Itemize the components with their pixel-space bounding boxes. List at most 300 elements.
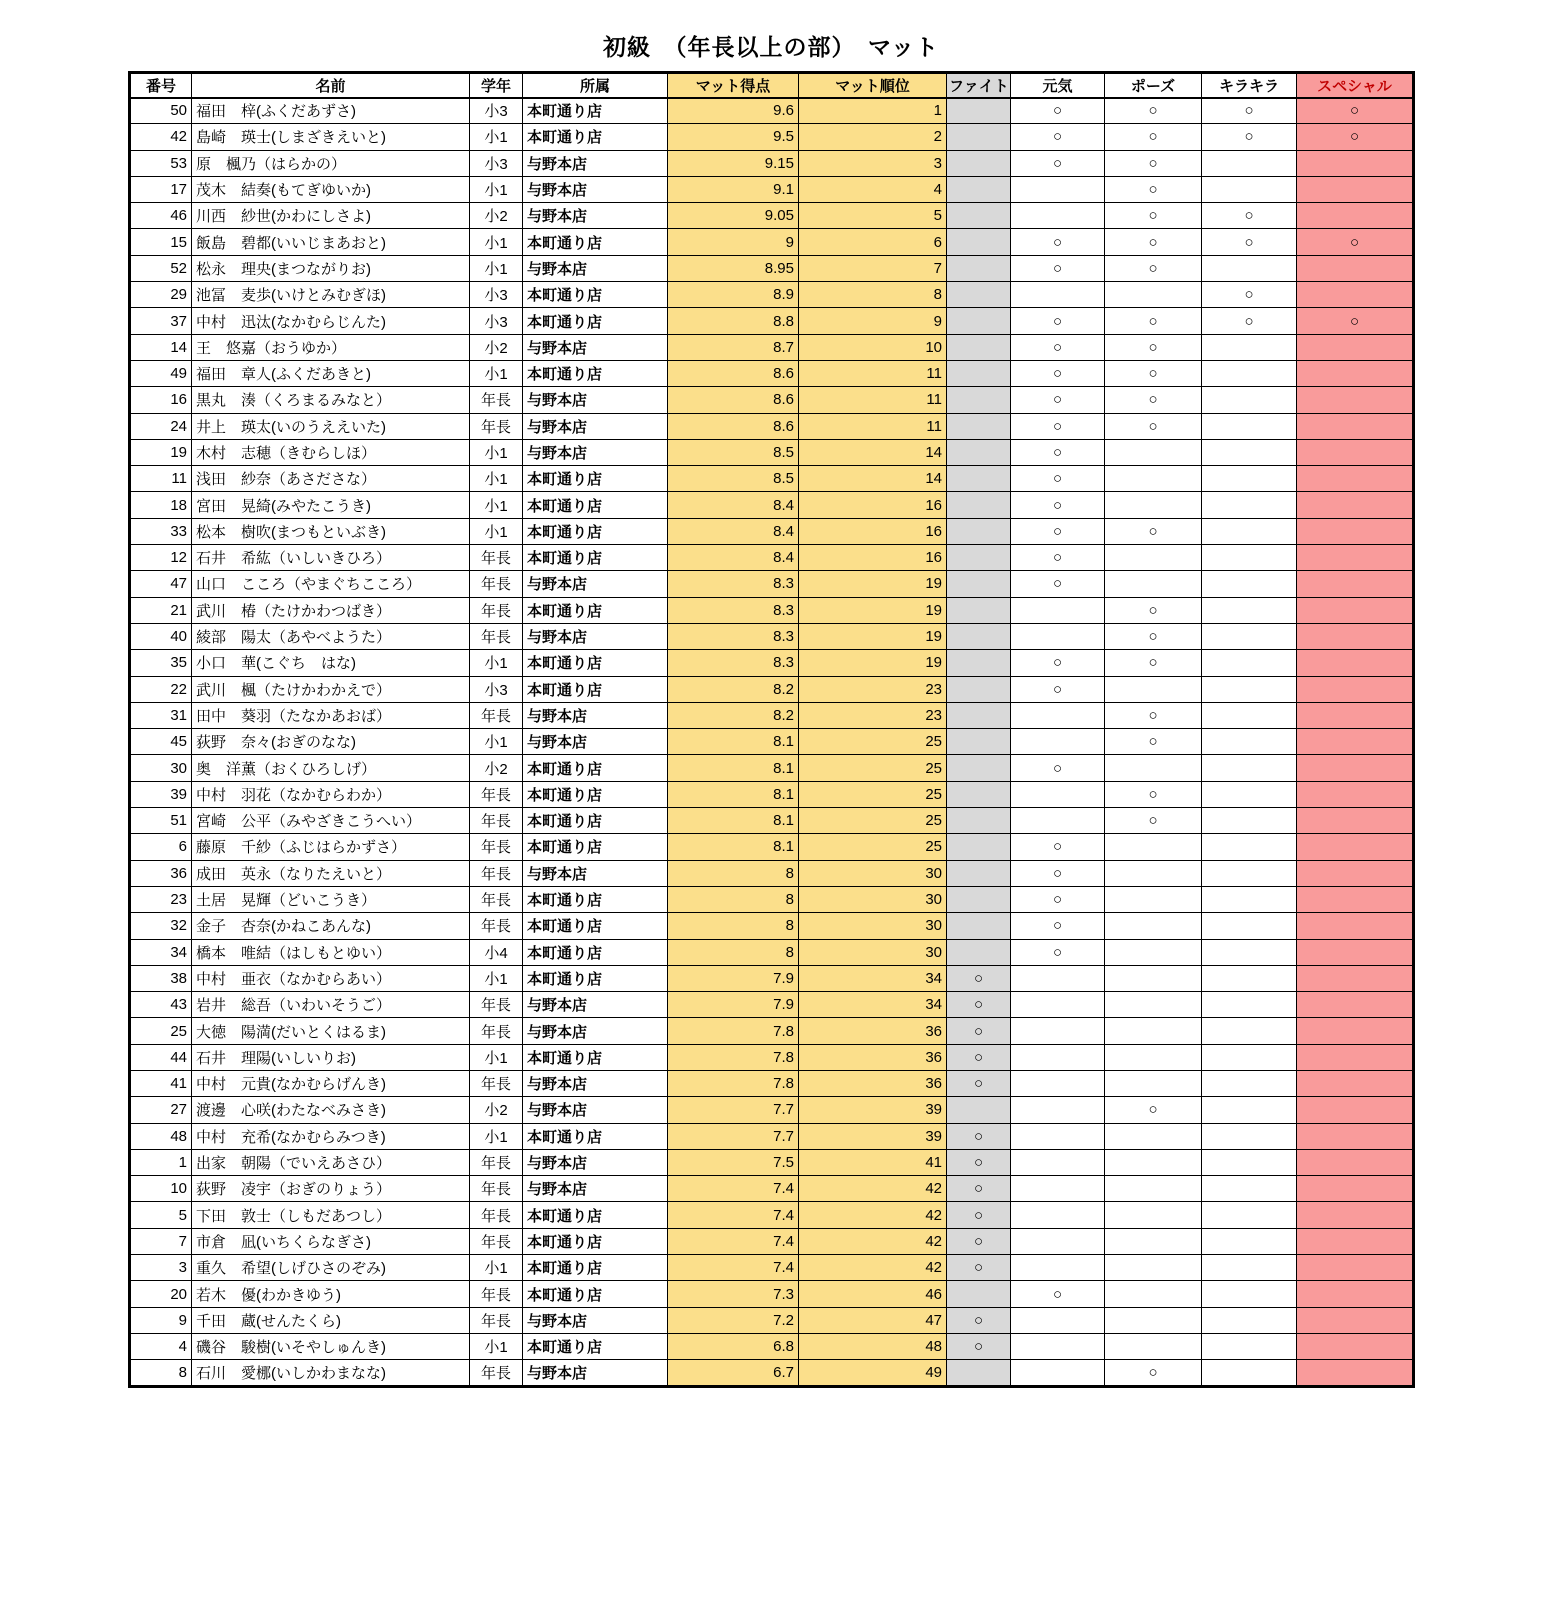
table-row — [130, 229, 1414, 255]
cell-score: 8.6 — [668, 387, 799, 413]
cell-name: 中村 充希(なかむらみつき) — [192, 1123, 470, 1149]
cell-grade: 小1 — [470, 1255, 523, 1281]
cell-name: 浅田 紗奈（あさださな） — [192, 466, 470, 492]
cell-fight — [947, 755, 1011, 781]
cell-score: 8.3 — [668, 571, 799, 597]
cell-rank: 14 — [799, 439, 947, 465]
cell-fight: ○ — [947, 965, 1011, 991]
cell-pose — [1105, 282, 1202, 308]
cell-special — [1297, 1360, 1414, 1386]
cell-kira — [1202, 545, 1297, 571]
table-row — [130, 98, 1414, 124]
cell-num: 36 — [130, 860, 192, 886]
cell-name: 武川 椿（たけかわつばき） — [192, 597, 470, 623]
cell-num: 14 — [130, 334, 192, 360]
cell-score: 8.7 — [668, 334, 799, 360]
cell-special — [1297, 1149, 1414, 1175]
cell-num: 3 — [130, 1255, 192, 1281]
cell-kira: ○ — [1202, 229, 1297, 255]
header-row — [130, 73, 1414, 98]
cell-num: 48 — [130, 1123, 192, 1149]
cell-name: 松永 理央(まつながりお) — [192, 255, 470, 281]
cell-name: 田中 葵羽（たなかあおば） — [192, 702, 470, 728]
cell-genki — [1011, 1097, 1105, 1123]
cell-pose: ○ — [1105, 255, 1202, 281]
cell-fight: ○ — [947, 1202, 1011, 1228]
cell-store: 与野本店 — [523, 387, 668, 413]
cell-rank: 19 — [799, 623, 947, 649]
cell-num: 21 — [130, 597, 192, 623]
cell-name: 宮田 晃綺(みやたこうき) — [192, 492, 470, 518]
cell-genki — [1011, 808, 1105, 834]
cell-rank: 30 — [799, 860, 947, 886]
cell-pose: ○ — [1105, 334, 1202, 360]
cell-num: 8 — [130, 1360, 192, 1386]
cell-score: 8.4 — [668, 492, 799, 518]
cell-rank: 34 — [799, 965, 947, 991]
cell-grade: 小1 — [470, 255, 523, 281]
cell-store: 与野本店 — [523, 334, 668, 360]
cell-grade: 小1 — [470, 360, 523, 386]
cell-kira — [1202, 992, 1297, 1018]
cell-score: 8.1 — [668, 808, 799, 834]
cell-name: 原 楓乃（はらかの） — [192, 150, 470, 176]
cell-rank: 16 — [799, 518, 947, 544]
cell-name: 中村 羽花（なかむらわか） — [192, 781, 470, 807]
column-header-pose: ポーズ — [1105, 73, 1202, 98]
cell-rank: 11 — [799, 360, 947, 386]
cell-special — [1297, 150, 1414, 176]
cell-num: 10 — [130, 1176, 192, 1202]
cell-name: 成田 英永（なりたえいと） — [192, 860, 470, 886]
cell-store: 本町通り店 — [523, 1044, 668, 1070]
cell-special — [1297, 1307, 1414, 1333]
cell-genki: ○ — [1011, 939, 1105, 965]
cell-rank: 2 — [799, 124, 947, 150]
cell-pose — [1105, 1149, 1202, 1175]
cell-pose — [1105, 939, 1202, 965]
cell-genki: ○ — [1011, 229, 1105, 255]
cell-score: 9.1 — [668, 176, 799, 202]
cell-score: 8.2 — [668, 676, 799, 702]
cell-pose — [1105, 1070, 1202, 1096]
cell-name: 中村 迅汰(なかむらじんた) — [192, 308, 470, 334]
cell-score: 7.4 — [668, 1202, 799, 1228]
cell-special — [1297, 413, 1414, 439]
cell-fight — [947, 939, 1011, 965]
cell-pose — [1105, 1281, 1202, 1307]
cell-store: 本町通り店 — [523, 913, 668, 939]
cell-grade: 小1 — [470, 650, 523, 676]
table-row — [130, 466, 1414, 492]
table-row — [130, 1307, 1414, 1333]
cell-rank: 7 — [799, 255, 947, 281]
cell-store: 本町通り店 — [523, 98, 668, 124]
cell-pose: ○ — [1105, 176, 1202, 202]
cell-rank: 1 — [799, 98, 947, 124]
cell-score: 7.2 — [668, 1307, 799, 1333]
sheet-page — [128, 0, 1414, 1388]
cell-fight — [947, 255, 1011, 281]
cell-kira — [1202, 1018, 1297, 1044]
cell-special — [1297, 834, 1414, 860]
cell-grade: 年長 — [470, 1070, 523, 1096]
cell-kira — [1202, 518, 1297, 544]
cell-fight — [947, 650, 1011, 676]
cell-genki: ○ — [1011, 545, 1105, 571]
cell-kira — [1202, 1255, 1297, 1281]
cell-name: 石井 希紘（いしいきひろ） — [192, 545, 470, 571]
cell-rank: 16 — [799, 545, 947, 571]
table-row — [130, 203, 1414, 229]
cell-num: 46 — [130, 203, 192, 229]
cell-pose — [1105, 992, 1202, 1018]
cell-genki: ○ — [1011, 150, 1105, 176]
cell-name: 山口 こころ（やまぐちこころ） — [192, 571, 470, 597]
table-row — [130, 781, 1414, 807]
cell-rank: 25 — [799, 755, 947, 781]
cell-grade: 年長 — [470, 1176, 523, 1202]
cell-name: 下田 敦士（しもだあつし） — [192, 1202, 470, 1228]
cell-rank: 30 — [799, 886, 947, 912]
cell-store: 本町通り店 — [523, 1281, 668, 1307]
cell-grade: 年長 — [470, 860, 523, 886]
cell-name: 奥 洋薫（おくひろしげ） — [192, 755, 470, 781]
cell-fight — [947, 229, 1011, 255]
cell-special — [1297, 702, 1414, 728]
cell-pose: ○ — [1105, 387, 1202, 413]
cell-num: 17 — [130, 176, 192, 202]
cell-score: 9.05 — [668, 203, 799, 229]
cell-num: 33 — [130, 518, 192, 544]
cell-fight: ○ — [947, 1255, 1011, 1281]
cell-rank: 36 — [799, 1070, 947, 1096]
table-row — [130, 1097, 1414, 1123]
cell-num: 9 — [130, 1307, 192, 1333]
cell-score: 7.3 — [668, 1281, 799, 1307]
cell-name: 市倉 凪(いちくらなぎさ) — [192, 1228, 470, 1254]
cell-genki: ○ — [1011, 387, 1105, 413]
cell-grade: 小4 — [470, 939, 523, 965]
cell-name: 岩井 総吾（いわいそうご） — [192, 992, 470, 1018]
cell-pose: ○ — [1105, 729, 1202, 755]
cell-score: 8 — [668, 913, 799, 939]
cell-score: 9.15 — [668, 150, 799, 176]
cell-score: 8.1 — [668, 781, 799, 807]
cell-rank: 36 — [799, 1018, 947, 1044]
cell-special — [1297, 176, 1414, 202]
cell-grade: 年長 — [470, 1360, 523, 1386]
cell-special — [1297, 1097, 1414, 1123]
cell-score: 8.8 — [668, 308, 799, 334]
cell-score: 6.8 — [668, 1333, 799, 1359]
cell-fight: ○ — [947, 992, 1011, 1018]
cell-rank: 25 — [799, 808, 947, 834]
cell-fight — [947, 571, 1011, 597]
cell-genki: ○ — [1011, 886, 1105, 912]
column-header-genki: 元気 — [1011, 73, 1105, 98]
cell-special — [1297, 1202, 1414, 1228]
cell-kira — [1202, 1176, 1297, 1202]
cell-genki — [1011, 781, 1105, 807]
cell-num: 41 — [130, 1070, 192, 1096]
cell-store: 与野本店 — [523, 150, 668, 176]
cell-num: 18 — [130, 492, 192, 518]
cell-pose: ○ — [1105, 650, 1202, 676]
cell-score: 8.3 — [668, 650, 799, 676]
cell-fight — [947, 203, 1011, 229]
cell-name: 石川 愛梛(いしかわまなな) — [192, 1360, 470, 1386]
cell-num: 43 — [130, 992, 192, 1018]
cell-fight: ○ — [947, 1070, 1011, 1096]
cell-pose — [1105, 439, 1202, 465]
cell-name: 松本 樹吹(まつもといぶき) — [192, 518, 470, 544]
cell-grade: 小1 — [470, 176, 523, 202]
cell-special — [1297, 650, 1414, 676]
cell-special — [1297, 1018, 1414, 1044]
cell-pose: ○ — [1105, 124, 1202, 150]
cell-fight — [947, 623, 1011, 649]
cell-special — [1297, 1044, 1414, 1070]
cell-grade: 年長 — [470, 1202, 523, 1228]
page-title: 初級 （年長以上の部） マット — [602, 34, 940, 60]
cell-fight: ○ — [947, 1307, 1011, 1333]
cell-num: 32 — [130, 913, 192, 939]
cell-name: 飯島 碧都(いいじまあおと) — [192, 229, 470, 255]
cell-name: 橋本 唯結（はしもとゆい） — [192, 939, 470, 965]
cell-grade: 小3 — [470, 308, 523, 334]
cell-rank: 19 — [799, 597, 947, 623]
column-header-special: スペシャル — [1297, 73, 1414, 98]
cell-name: 池冨 麦歩(いけとみむぎほ) — [192, 282, 470, 308]
cell-kira — [1202, 360, 1297, 386]
table-row — [130, 1018, 1414, 1044]
cell-score: 7.9 — [668, 965, 799, 991]
cell-score: 8.5 — [668, 439, 799, 465]
cell-fight — [947, 1281, 1011, 1307]
cell-fight: ○ — [947, 1333, 1011, 1359]
cell-genki: ○ — [1011, 124, 1105, 150]
cell-name: 金子 杏奈(かねこあんな) — [192, 913, 470, 939]
cell-special — [1297, 623, 1414, 649]
table-row — [130, 1255, 1414, 1281]
table-row — [130, 413, 1414, 439]
column-header-num: 番号 — [130, 73, 192, 98]
cell-genki — [1011, 965, 1105, 991]
cell-fight — [947, 545, 1011, 571]
cell-store: 与野本店 — [523, 255, 668, 281]
cell-store: 本町通り店 — [523, 650, 668, 676]
cell-store: 与野本店 — [523, 439, 668, 465]
cell-store: 本町通り店 — [523, 965, 668, 991]
cell-rank: 39 — [799, 1123, 947, 1149]
cell-special — [1297, 1070, 1414, 1096]
cell-store: 与野本店 — [523, 203, 668, 229]
cell-score: 7.9 — [668, 992, 799, 1018]
column-header-name: 名前 — [192, 73, 470, 98]
cell-rank: 11 — [799, 387, 947, 413]
cell-fight — [947, 176, 1011, 202]
cell-kira — [1202, 965, 1297, 991]
cell-genki: ○ — [1011, 308, 1105, 334]
cell-num: 22 — [130, 676, 192, 702]
cell-num: 6 — [130, 834, 192, 860]
cell-genki: ○ — [1011, 360, 1105, 386]
table-row — [130, 1228, 1414, 1254]
table-row — [130, 518, 1414, 544]
cell-score: 8.3 — [668, 623, 799, 649]
table-row — [130, 755, 1414, 781]
table-row — [130, 545, 1414, 571]
cell-store: 与野本店 — [523, 860, 668, 886]
cell-score: 7.8 — [668, 1018, 799, 1044]
cell-pose — [1105, 755, 1202, 781]
cell-name: 小口 華(こぐち はな) — [192, 650, 470, 676]
cell-name: 川西 紗世(かわにしさよ) — [192, 203, 470, 229]
cell-pose — [1105, 492, 1202, 518]
cell-special — [1297, 203, 1414, 229]
cell-num: 29 — [130, 282, 192, 308]
cell-name: 渡邊 心咲(わたなべみさき) — [192, 1097, 470, 1123]
cell-pose: ○ — [1105, 518, 1202, 544]
cell-store: 本町通り店 — [523, 1255, 668, 1281]
cell-num: 4 — [130, 1333, 192, 1359]
table-row — [130, 571, 1414, 597]
cell-pose — [1105, 1176, 1202, 1202]
cell-special — [1297, 729, 1414, 755]
cell-kira — [1202, 1360, 1297, 1386]
cell-store: 本町通り店 — [523, 886, 668, 912]
cell-score: 7.4 — [668, 1176, 799, 1202]
cell-num: 24 — [130, 413, 192, 439]
cell-grade: 年長 — [470, 702, 523, 728]
cell-rank: 19 — [799, 650, 947, 676]
cell-pose — [1105, 1202, 1202, 1228]
cell-store: 与野本店 — [523, 1360, 668, 1386]
cell-pose — [1105, 913, 1202, 939]
cell-pose — [1105, 1228, 1202, 1254]
cell-pose: ○ — [1105, 623, 1202, 649]
column-header-kira: キラキラ — [1202, 73, 1297, 98]
cell-grade: 小1 — [470, 466, 523, 492]
cell-kira: ○ — [1202, 308, 1297, 334]
cell-special — [1297, 1333, 1414, 1359]
cell-genki: ○ — [1011, 255, 1105, 281]
cell-rank: 46 — [799, 1281, 947, 1307]
cell-store: 本町通り店 — [523, 545, 668, 571]
cell-num: 35 — [130, 650, 192, 676]
cell-grade: 小1 — [470, 124, 523, 150]
cell-kira — [1202, 150, 1297, 176]
cell-genki — [1011, 1176, 1105, 1202]
cell-grade: 小1 — [470, 1123, 523, 1149]
cell-rank: 3 — [799, 150, 947, 176]
cell-score: 8.4 — [668, 518, 799, 544]
table-header — [130, 73, 1414, 98]
cell-fight: ○ — [947, 1018, 1011, 1044]
table-row — [130, 939, 1414, 965]
cell-special — [1297, 676, 1414, 702]
table-row — [130, 308, 1414, 334]
cell-kira — [1202, 1097, 1297, 1123]
cell-kira — [1202, 466, 1297, 492]
cell-rank: 14 — [799, 466, 947, 492]
table-row — [130, 334, 1414, 360]
cell-num: 38 — [130, 965, 192, 991]
table-body — [130, 98, 1414, 1387]
column-header-fight: ファイト — [947, 73, 1011, 98]
cell-num: 12 — [130, 545, 192, 571]
cell-genki: ○ — [1011, 466, 1105, 492]
cell-num: 5 — [130, 1202, 192, 1228]
cell-rank: 25 — [799, 834, 947, 860]
cell-num: 11 — [130, 466, 192, 492]
cell-special — [1297, 571, 1414, 597]
cell-pose: ○ — [1105, 781, 1202, 807]
cell-kira — [1202, 1281, 1297, 1307]
cell-genki — [1011, 623, 1105, 649]
cell-kira — [1202, 334, 1297, 360]
cell-name: 茂木 結奏(もてぎゆいか) — [192, 176, 470, 202]
cell-rank: 30 — [799, 913, 947, 939]
cell-store: 本町通り店 — [523, 492, 668, 518]
cell-special — [1297, 360, 1414, 386]
cell-fight: ○ — [947, 1044, 1011, 1070]
cell-fight — [947, 466, 1011, 492]
cell-kira — [1202, 1149, 1297, 1175]
cell-special — [1297, 755, 1414, 781]
cell-kira — [1202, 571, 1297, 597]
table-row — [130, 597, 1414, 623]
cell-fight — [947, 387, 1011, 413]
cell-grade: 年長 — [470, 1281, 523, 1307]
cell-kira — [1202, 1044, 1297, 1070]
cell-kira — [1202, 1123, 1297, 1149]
cell-num: 51 — [130, 808, 192, 834]
cell-name: 島崎 瑛士(しまざきえいと) — [192, 124, 470, 150]
cell-fight — [947, 282, 1011, 308]
cell-fight — [947, 886, 1011, 912]
cell-store: 与野本店 — [523, 1070, 668, 1096]
cell-fight — [947, 413, 1011, 439]
cell-kira — [1202, 597, 1297, 623]
cell-pose — [1105, 545, 1202, 571]
cell-score: 8.9 — [668, 282, 799, 308]
cell-name: 土居 晃輝（どいこうき） — [192, 886, 470, 912]
table-row — [130, 860, 1414, 886]
cell-fight — [947, 729, 1011, 755]
cell-store: 与野本店 — [523, 1097, 668, 1123]
cell-num: 20 — [130, 1281, 192, 1307]
cell-fight — [947, 518, 1011, 544]
cell-score: 8.2 — [668, 702, 799, 728]
cell-pose — [1105, 886, 1202, 912]
cell-store: 本町通り店 — [523, 808, 668, 834]
cell-grade: 小3 — [470, 150, 523, 176]
table-row — [130, 387, 1414, 413]
table-row — [130, 702, 1414, 728]
cell-fight: ○ — [947, 1149, 1011, 1175]
cell-pose — [1105, 1123, 1202, 1149]
cell-grade: 小1 — [470, 439, 523, 465]
column-header-score: マット得点 — [668, 73, 799, 98]
cell-store: 本町通り店 — [523, 229, 668, 255]
cell-name: 井上 瑛太(いのうええいた) — [192, 413, 470, 439]
cell-score: 6.7 — [668, 1360, 799, 1386]
cell-grade: 年長 — [470, 808, 523, 834]
cell-store: 本町通り店 — [523, 755, 668, 781]
cell-name: 石井 理陽(いしいりお) — [192, 1044, 470, 1070]
